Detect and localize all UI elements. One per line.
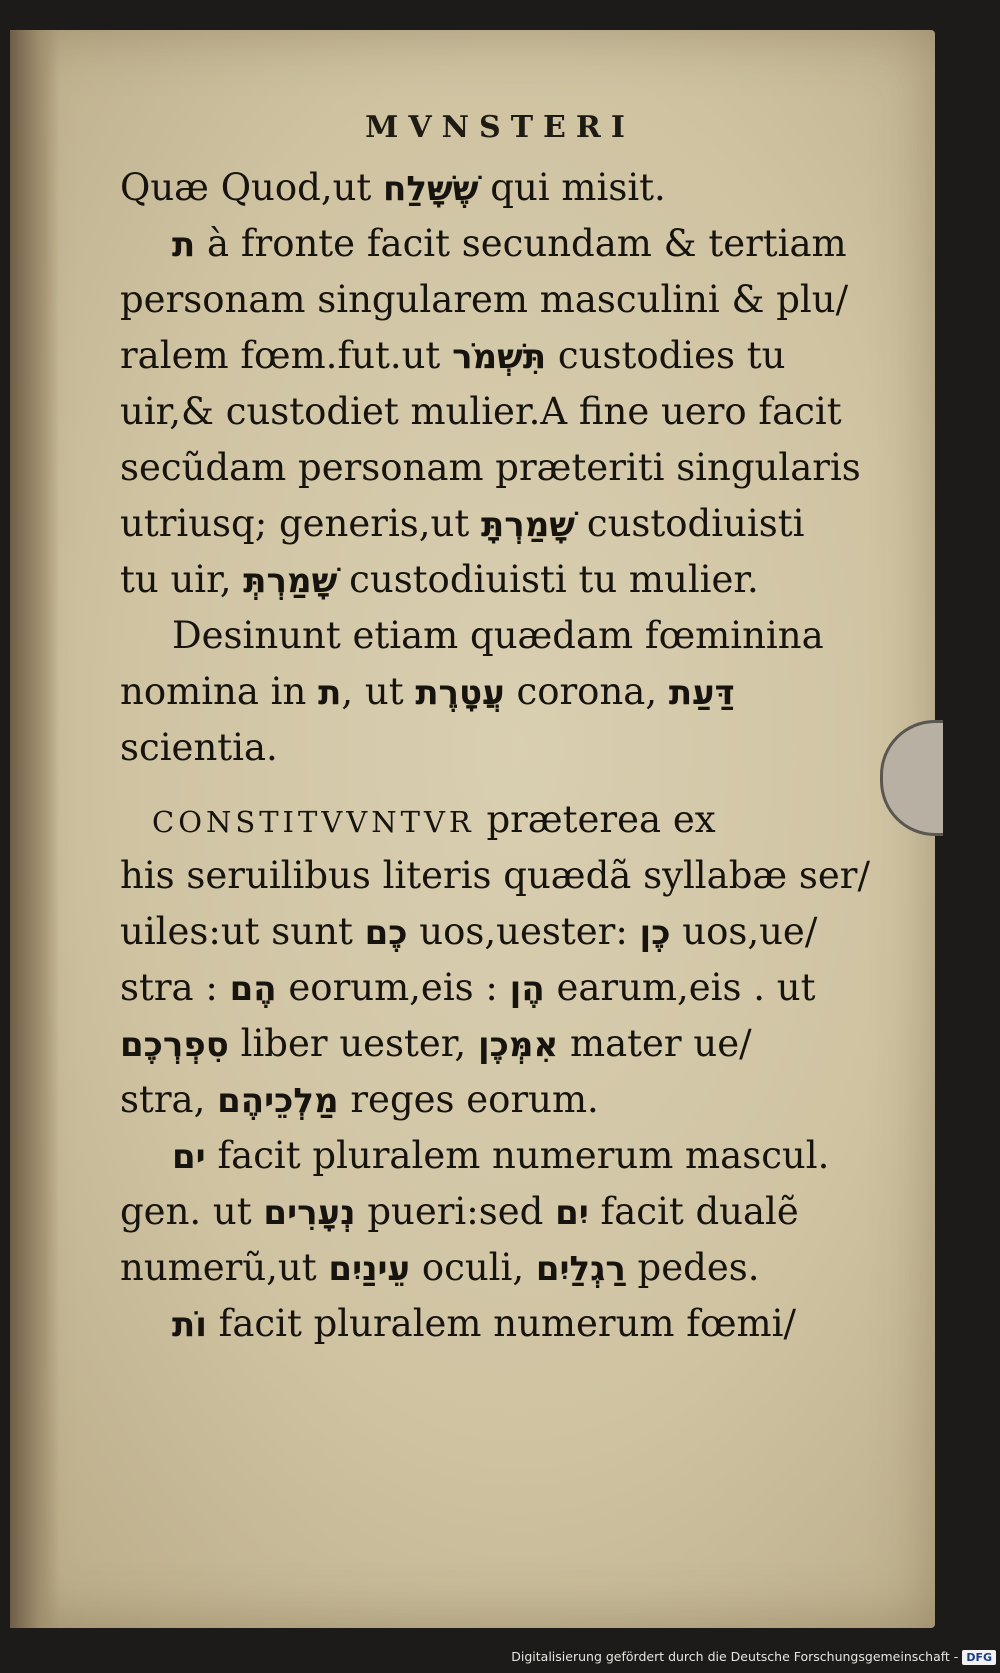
credit-text: Digitalisierung gefördert durch die Deutsche Forschungsgemeinschaft - [511, 1649, 959, 1664]
text-line: uir,& custodiet mulier.A fine uero facit [120, 390, 842, 433]
digitization-credit [0, 1649, 996, 1671]
text-line: ים facit pluralem numerum mascul. [172, 1134, 830, 1177]
running-head: MVNSTERI [365, 110, 635, 145]
text-line: Desinunt etiam quædam fœminina [172, 614, 824, 657]
text-line: gen. ut נְעָרִים pueri:sed יִם facit dualẽ [120, 1190, 799, 1233]
page-text [120, 160, 870, 1352]
text-line: scientia. [120, 726, 278, 769]
text-line: stra, מַלְכֵיהֶם reges eorum. [120, 1078, 599, 1121]
text-line: uiles:ut sunt כֶם uos,uester: כֶן uos,ue/ [120, 910, 818, 953]
text-line: סִפְרְכֶם liber uester, אִמְּכֶן mater ue/ [120, 1022, 752, 1065]
text-line: personam singularem masculini & plu/ [120, 278, 849, 321]
dfg-logo: DFG [962, 1650, 996, 1665]
text-line: tu uir, שָׁמַרְתְּ custodiuisti tu mulier. [120, 558, 759, 601]
text-line: stra : הֶם eorum,eis : הֶן earum,eis . ut [120, 966, 816, 1009]
text-line: numerũ,ut עֵינַיִם oculi, רַגְלַיִם pedes. [120, 1246, 760, 1289]
text-line: ralem fœm.fut.ut תִּשְׁמֹר custodies tu [120, 334, 786, 377]
text-line: Quæ Quod,ut שֶׁשָּׁלַח qui misit. [120, 166, 666, 209]
text-line: CONSTITVVNTVR præterea ex [152, 798, 716, 841]
text-line: ת à fronte facit secundam & tertiam [172, 222, 847, 265]
page-gutter [10, 30, 60, 1628]
text-line: וֹת facit pluralem numerum fœmi/ [172, 1302, 796, 1345]
text-line: nomina in ת, ut עֲטָרֶת corona, דַּעַת [120, 670, 735, 713]
text-line: secũdam personam præteriti singularis [120, 446, 861, 489]
text-line: his seruilibus literis quædã syllabæ ser/ [120, 854, 870, 897]
text-line: utriusq; generis,ut שָׁמַרְתָּ custodiuisti [120, 502, 805, 545]
